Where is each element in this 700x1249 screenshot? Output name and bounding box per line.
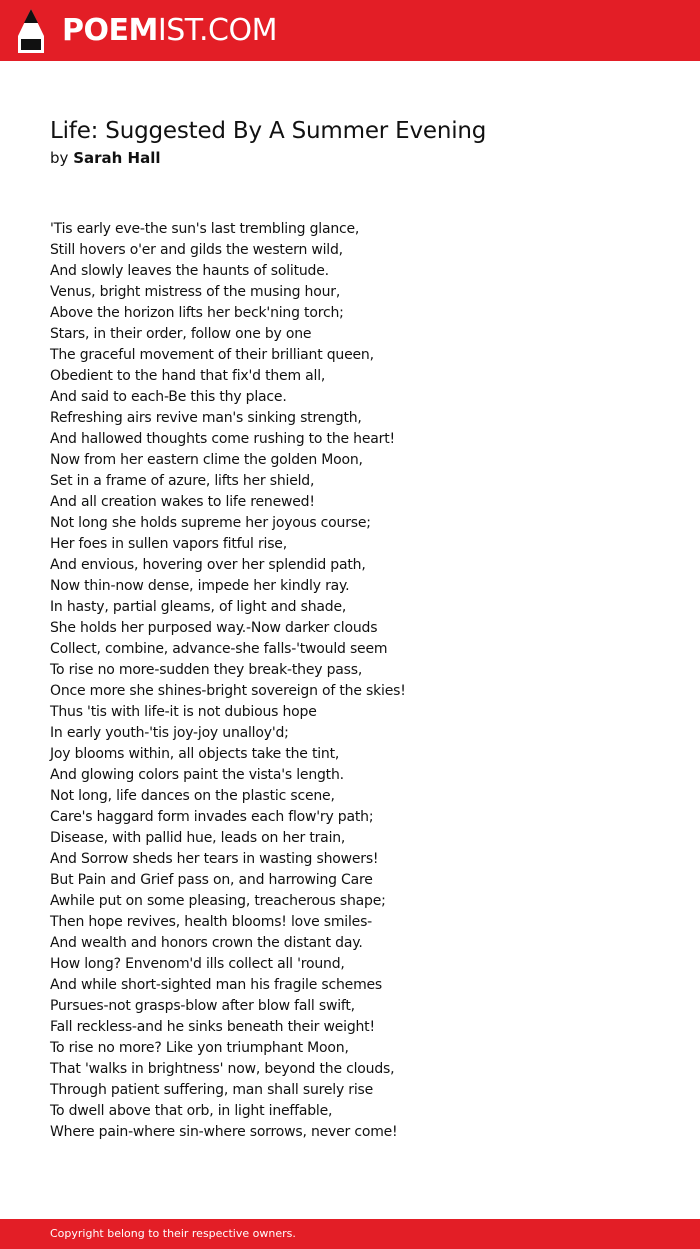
author-name: Sarah Hall [73, 149, 161, 167]
poem-line: To rise no more? Like yon triumphant Moon, [50, 1040, 349, 1056]
poem-line: And slowly leaves the haunts of solitude. [50, 263, 329, 279]
poem-line: Now thin-now dense, impede her kindly ray. [50, 578, 350, 594]
site-logo-text [62, 9, 277, 53]
poem-line: Awhile put on some pleasing, treacherous shape; [50, 893, 386, 909]
poem-line: In early youth-'tis joy-joy unalloy'd; [50, 725, 289, 741]
poem-line: Venus, bright mistress of the musing hour, [50, 284, 341, 300]
poem-line: Disease, with pallid hue, leads on her train, [50, 830, 346, 846]
poem-line: And envious, hovering over her splendid path, [50, 557, 366, 573]
site-footer [0, 1219, 700, 1249]
poem-line: Joy blooms within, all objects take the tint, [50, 746, 340, 762]
poem-line: Once more she shines-bright sovereign of the skies! [50, 683, 406, 699]
poem-line: Obedient to the hand that fix'd them all, [50, 368, 326, 384]
poem-line: And wealth and honors crown the distant day. [50, 935, 363, 951]
poem-line: Not long, life dances on the plastic scene, [50, 788, 335, 804]
poem-line: And Sorrow sheds her tears in wasting showers! [50, 851, 379, 867]
copyright-text: Copyright belong to their respective owners. [50, 1227, 296, 1240]
poem-line: That 'walks in brightness' now, beyond the clouds, [50, 1061, 395, 1077]
poem-line: Pursues-not grasps-blow after blow fall swift, [50, 998, 355, 1014]
poem-line: But Pain and Grief pass on, and harrowing Care [50, 872, 373, 888]
poem-line: And glowing colors paint the vista's length. [50, 767, 344, 783]
poem-line: Above the horizon lifts her beck'ning torch; [50, 305, 344, 321]
poem-line: To rise no more-sudden they break-they pass, [50, 662, 363, 678]
poem-line: Set in a frame of azure, lifts her shield, [50, 473, 315, 489]
poem-line: And all creation wakes to life renewed! [50, 494, 315, 510]
by-label: by [50, 149, 69, 167]
poem-line: And hallowed thoughts come rushing to the heart! [50, 431, 395, 447]
poem-line: How long? Envenom'd ills collect all 'round, [50, 956, 345, 972]
poem-line: 'Tis early eve-the sun's last trembling glance, [50, 221, 360, 237]
poem-line: She holds her purposed way.-Now darker clouds [50, 620, 378, 636]
poem-line: In hasty, partial gleams, of light and shade, [50, 599, 347, 615]
poem-line: Thus 'tis with life-it is not dubious hope [50, 704, 317, 720]
pencil-tip-icon [18, 9, 44, 53]
poem-line: Through patient suffering, man shall surely rise [50, 1082, 374, 1098]
poem-body [50, 219, 670, 1143]
byline [50, 148, 670, 168]
logo-light-text: IST.COM [157, 13, 277, 48]
poem-line: Still hovers o'er and gilds the western wild, [50, 242, 343, 258]
poem-line: Then hope revives, health blooms! love smiles- [50, 914, 373, 930]
poem-line: Where pain-where sin-where sorrows, never come! [50, 1124, 398, 1140]
poem-line: Care's haggard form invades each flow'ry path; [50, 809, 374, 825]
poem-line: To dwell above that orb, in light ineffable, [50, 1103, 333, 1119]
poem-line: Fall reckless-and he sinks beneath their weight! [50, 1019, 375, 1035]
poem-title: Life: Suggested By A Summer Evening [50, 118, 487, 144]
site-header [0, 0, 700, 61]
poem-line: Not long she holds supreme her joyous course; [50, 515, 371, 531]
poem-line: Refreshing airs revive man's sinking strength, [50, 410, 362, 426]
poem-header [50, 116, 670, 168]
poem-line: Collect, combine, advance-she falls-'twould seem [50, 641, 388, 657]
logo-bold-text: POEM [62, 13, 158, 48]
site-logo-link[interactable] [18, 9, 277, 53]
poem-line: Stars, in their order, follow one by one [50, 326, 312, 342]
poem-line: Now from her eastern clime the golden Moon, [50, 452, 363, 468]
poem-line: And while short-sighted man his fragile schemes [50, 977, 383, 993]
poem-line: The graceful movement of their brilliant queen, [50, 347, 374, 363]
poem-line: And said to each-Be this thy place. [50, 389, 287, 405]
poem-line: Her foes in sullen vapors fitful rise, [50, 536, 287, 552]
